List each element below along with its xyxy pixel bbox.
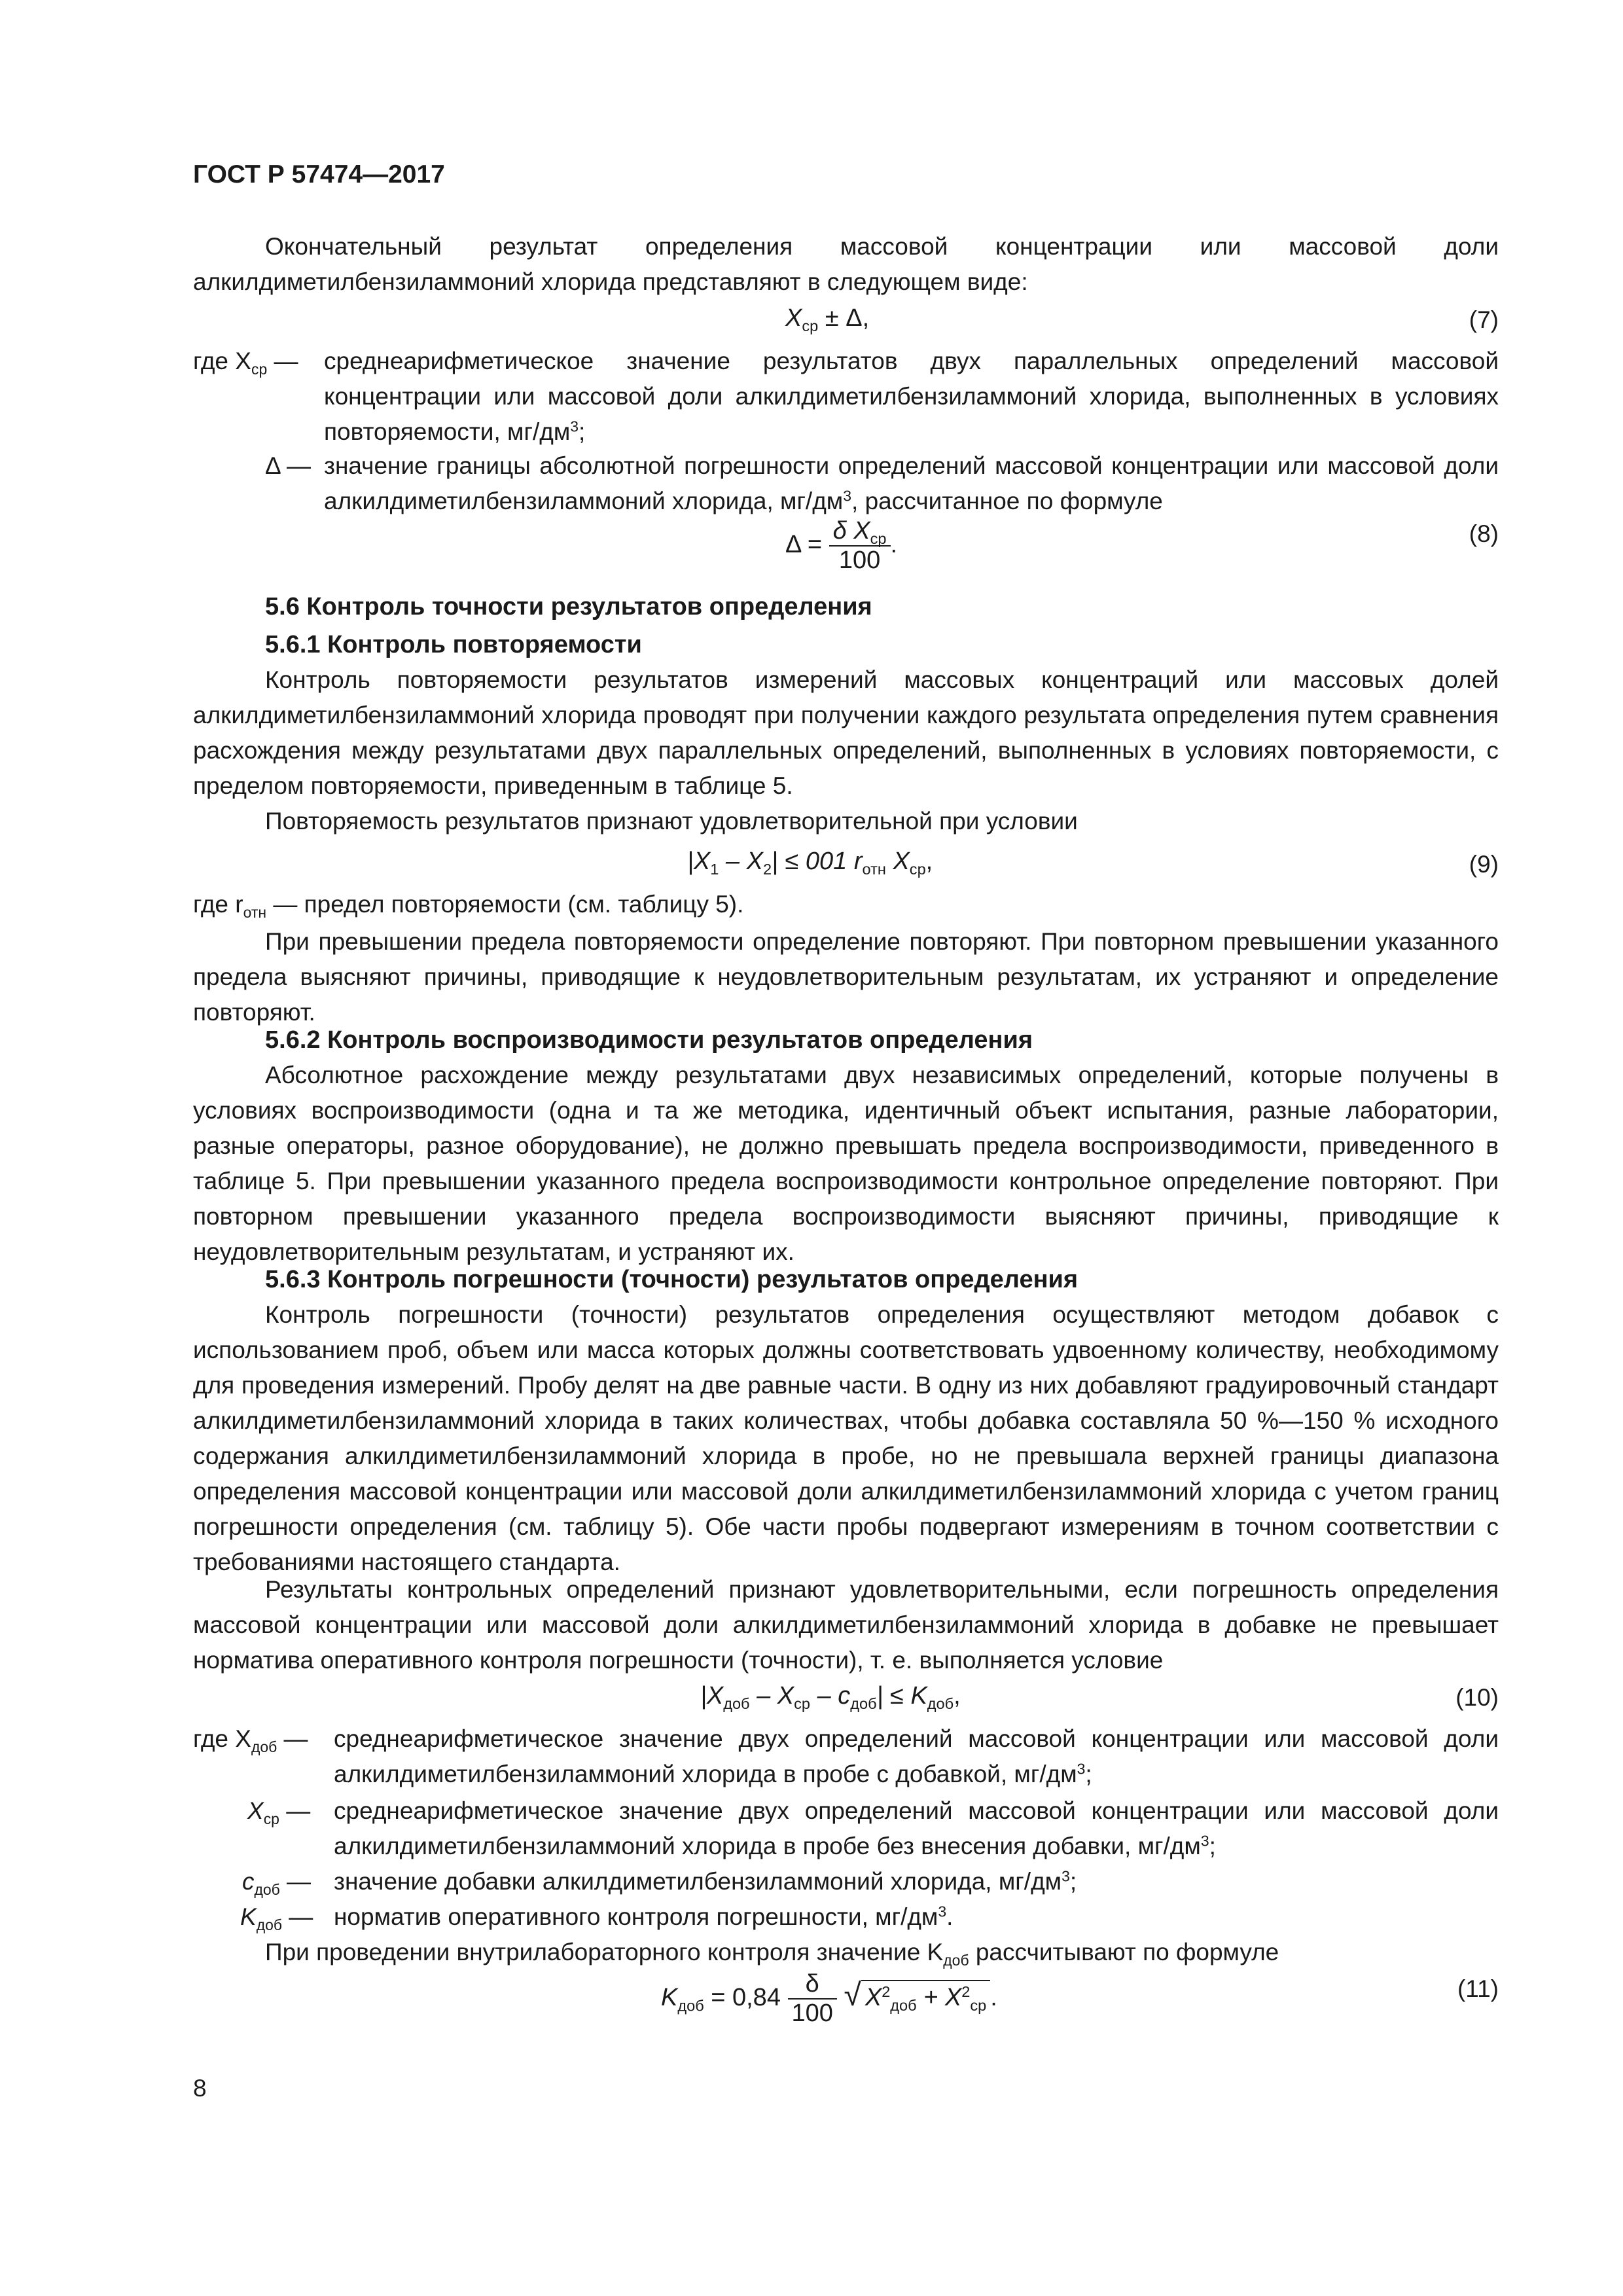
paragraph-condition: Повторяемость результатов признают удовлетворительной при условии [265, 808, 1078, 834]
definition-text: норматив оперативного контроля погрешности, $мг/дм^3$. [334, 1903, 954, 1930]
definition-c-dob [193, 1864, 1499, 1899]
paragraph-5-6-1: Контроль повторяемости результатов измерений массовых концентраций или массовых долей алкилдиметилбензиламмоний хлорида проводят при получении каждого результата определения путем сравнения расхождения между результатами двух параллельных определений, выполненных в условиях повторяемости, с пределом повторяемости, приведенным в таблице 5. [193, 666, 1499, 799]
paragraph-5-6-2: Абсолютное расхождение между результатами двух независимых определений, которые получены в условиях воспроизводимости (одна и та же методика, идентичный объект испытания, разные лаборатории, разные операторы, разное оборудование), не должно превышать предела воспроизводимости, приведенного в таблице 5. При превышении указанного предела воспроизводимости контрольное определение повторяют. При повторном превышении указанного предела воспроизводимости выясняют причины, приводящие к неудовлетворительным результатам, и устраняют их. [193, 1062, 1499, 1265]
definition-term: где $X_{ср}$ — [193, 348, 298, 378]
definition-k-dob [193, 1899, 1499, 1935]
definition-r-otn: где $r_{отн}$ — предел повторяемости (см. таблицу 5). [193, 891, 744, 922]
section-heading-5-6-1: 5.6.1 Контроль повторяемости [265, 631, 642, 658]
fraction: $\frac{\delta}{100}$ [788, 1970, 837, 2028]
equation-10-number: (10) [1455, 1684, 1499, 1711]
definition-text: значение границы абсолютной погрешности определений массовой концентрации или массовой доли алкилдиметилбензиламмоний хлорида, $мг/дм^3$, рассчитанное по формуле [324, 452, 1499, 514]
equation-7-number: (7) [1469, 306, 1499, 333]
paragraph-results: Результаты контрольных определений признают удовлетворительными, если погрешность определения массовой концентрации или массовой доли алкилдиметилбензиламмоний хлорида в добавке не превышает норматива оперативного контроля погрешности (точности), т. е. выполняется условие [193, 1576, 1499, 1674]
section-heading-5-6: 5.6 Контроль точности результатов определения [265, 593, 872, 620]
definition-x-dob [193, 1721, 1499, 1792]
definition-text: среднеарифметическое значение двух определений массовой концентрации или массовой доли алкилдиметилбензиламмоний хлорида в пробе без внесения добавки, $мг/дм^3$; [334, 1797, 1499, 1859]
definition-x-sr [193, 344, 1499, 450]
equation-9-number: (9) [1469, 851, 1499, 878]
definition-text: среднеарифметическое значение результатов двух параллельных определений массовой концентрации или массовой доли алкилдиметилбензиламмоний хлорида, выполненных в условиях повторяемости, $мг/дм^3$; [324, 348, 1499, 445]
sqrt-sign: √ [844, 1978, 861, 2013]
equation-9: $|X_1 - X_2| \le 001$ $r_{отн}$ $X_{ср}$, [687, 848, 933, 878]
equation-10: $|X_{доб} - X_{ср} - c_{доб}| \le K_{доб}$, [700, 1682, 961, 1713]
equation-11: $K_{доб} = 0,84$ $\frac{\delta}{100}$ √ $X^2_{доб} + X^2_{ср}$ . [661, 1970, 997, 2027]
definition-text: значение добавки алкилдиметилбензиламмоний хлорида, $мг/дм^3$; [334, 1867, 1077, 1895]
paragraph-5-6-3: Контроль погрешности (точности) результатов определения осуществляют методом добавок с использованием проб, объем или масса которых должны соответствовать удвоенному количеству, необходимому для проведения измерений. Пробу делят на две равные части. В одну из них добавляют градуировочный стандарт алкилдиметилбензиламмоний хлорида в таких количествах, чтобы добавка составляла 50 %—150 % исходного содержания алкилдиметилбензиламмоний хлорида в пробе, но не превышала верхней границы диапазона определения массовой концентрации или массовой доли алкилдиметилбензиламмоний хлорида с учетом границ погрешности определения (см. таблицу 5). Обе части пробы подвергают измерениям в точном соответствии с требованиями настоящего стандарта. [193, 1301, 1499, 1575]
fraction: $\frac{\delta X_{ср}}{100}$ [829, 517, 891, 575]
definition-term: $c_{доб}$ — [242, 1868, 312, 1899]
equation-11-number: (11) [1457, 1975, 1499, 2002]
definition-term: где $X_{доб}$ — [193, 1725, 308, 1756]
definition-delta [193, 448, 1499, 519]
paragraph-k-dob: При проведении внутрилабораторного контроля значение $K_{доб}$ рассчитывают по формуле [265, 1939, 1279, 1969]
intro-paragraph: Окончательный результат определения массовой концентрации или массовой доли алкилдиметилбензиламмоний хлорида представляют в следующем виде: [193, 233, 1499, 295]
definition-term: Δ — [265, 452, 311, 479]
definition-term: $X_{ср}$ — [247, 1797, 311, 1828]
equation-8-number: (8) [1469, 520, 1499, 547]
equation-7: $X_{ср} \pm \Delta$, [785, 304, 870, 335]
paragraph-repeat: При превышении предела повторяемости определение повторяют. При повторном превышении указанного предела выясняют причины, приводящие к неудовлетворительным результатам, их устраняют и определение повторяют. [193, 928, 1499, 1026]
page-number: 8 [193, 2075, 207, 2102]
section-heading-5-6-2: 5.6.2 Контроль воспроизводимости результатов определения [265, 1026, 1033, 1054]
definition-text: среднеарифметическое значение двух определений массовой концентрации или массовой доли алкилдиметилбензиламмоний хлорида в пробе с добавкой, $мг/дм^3$; [334, 1725, 1499, 1787]
equation-8: Δ = $\frac{\delta X_{ср}}{100}$ . [785, 517, 898, 574]
sqrt-radicand: $X^2_{доб} + X^2_{ср}$ [861, 1980, 990, 2012]
section-heading-5-6-3: 5.6.3 Контроль погрешности (точности) результатов определения [265, 1266, 1079, 1293]
definition-x-sr-2 [193, 1793, 1499, 1864]
document-header: ГОСТ Р 57474—2017 [193, 160, 445, 188]
definition-term: $K_{доб}$ — [240, 1903, 313, 1934]
